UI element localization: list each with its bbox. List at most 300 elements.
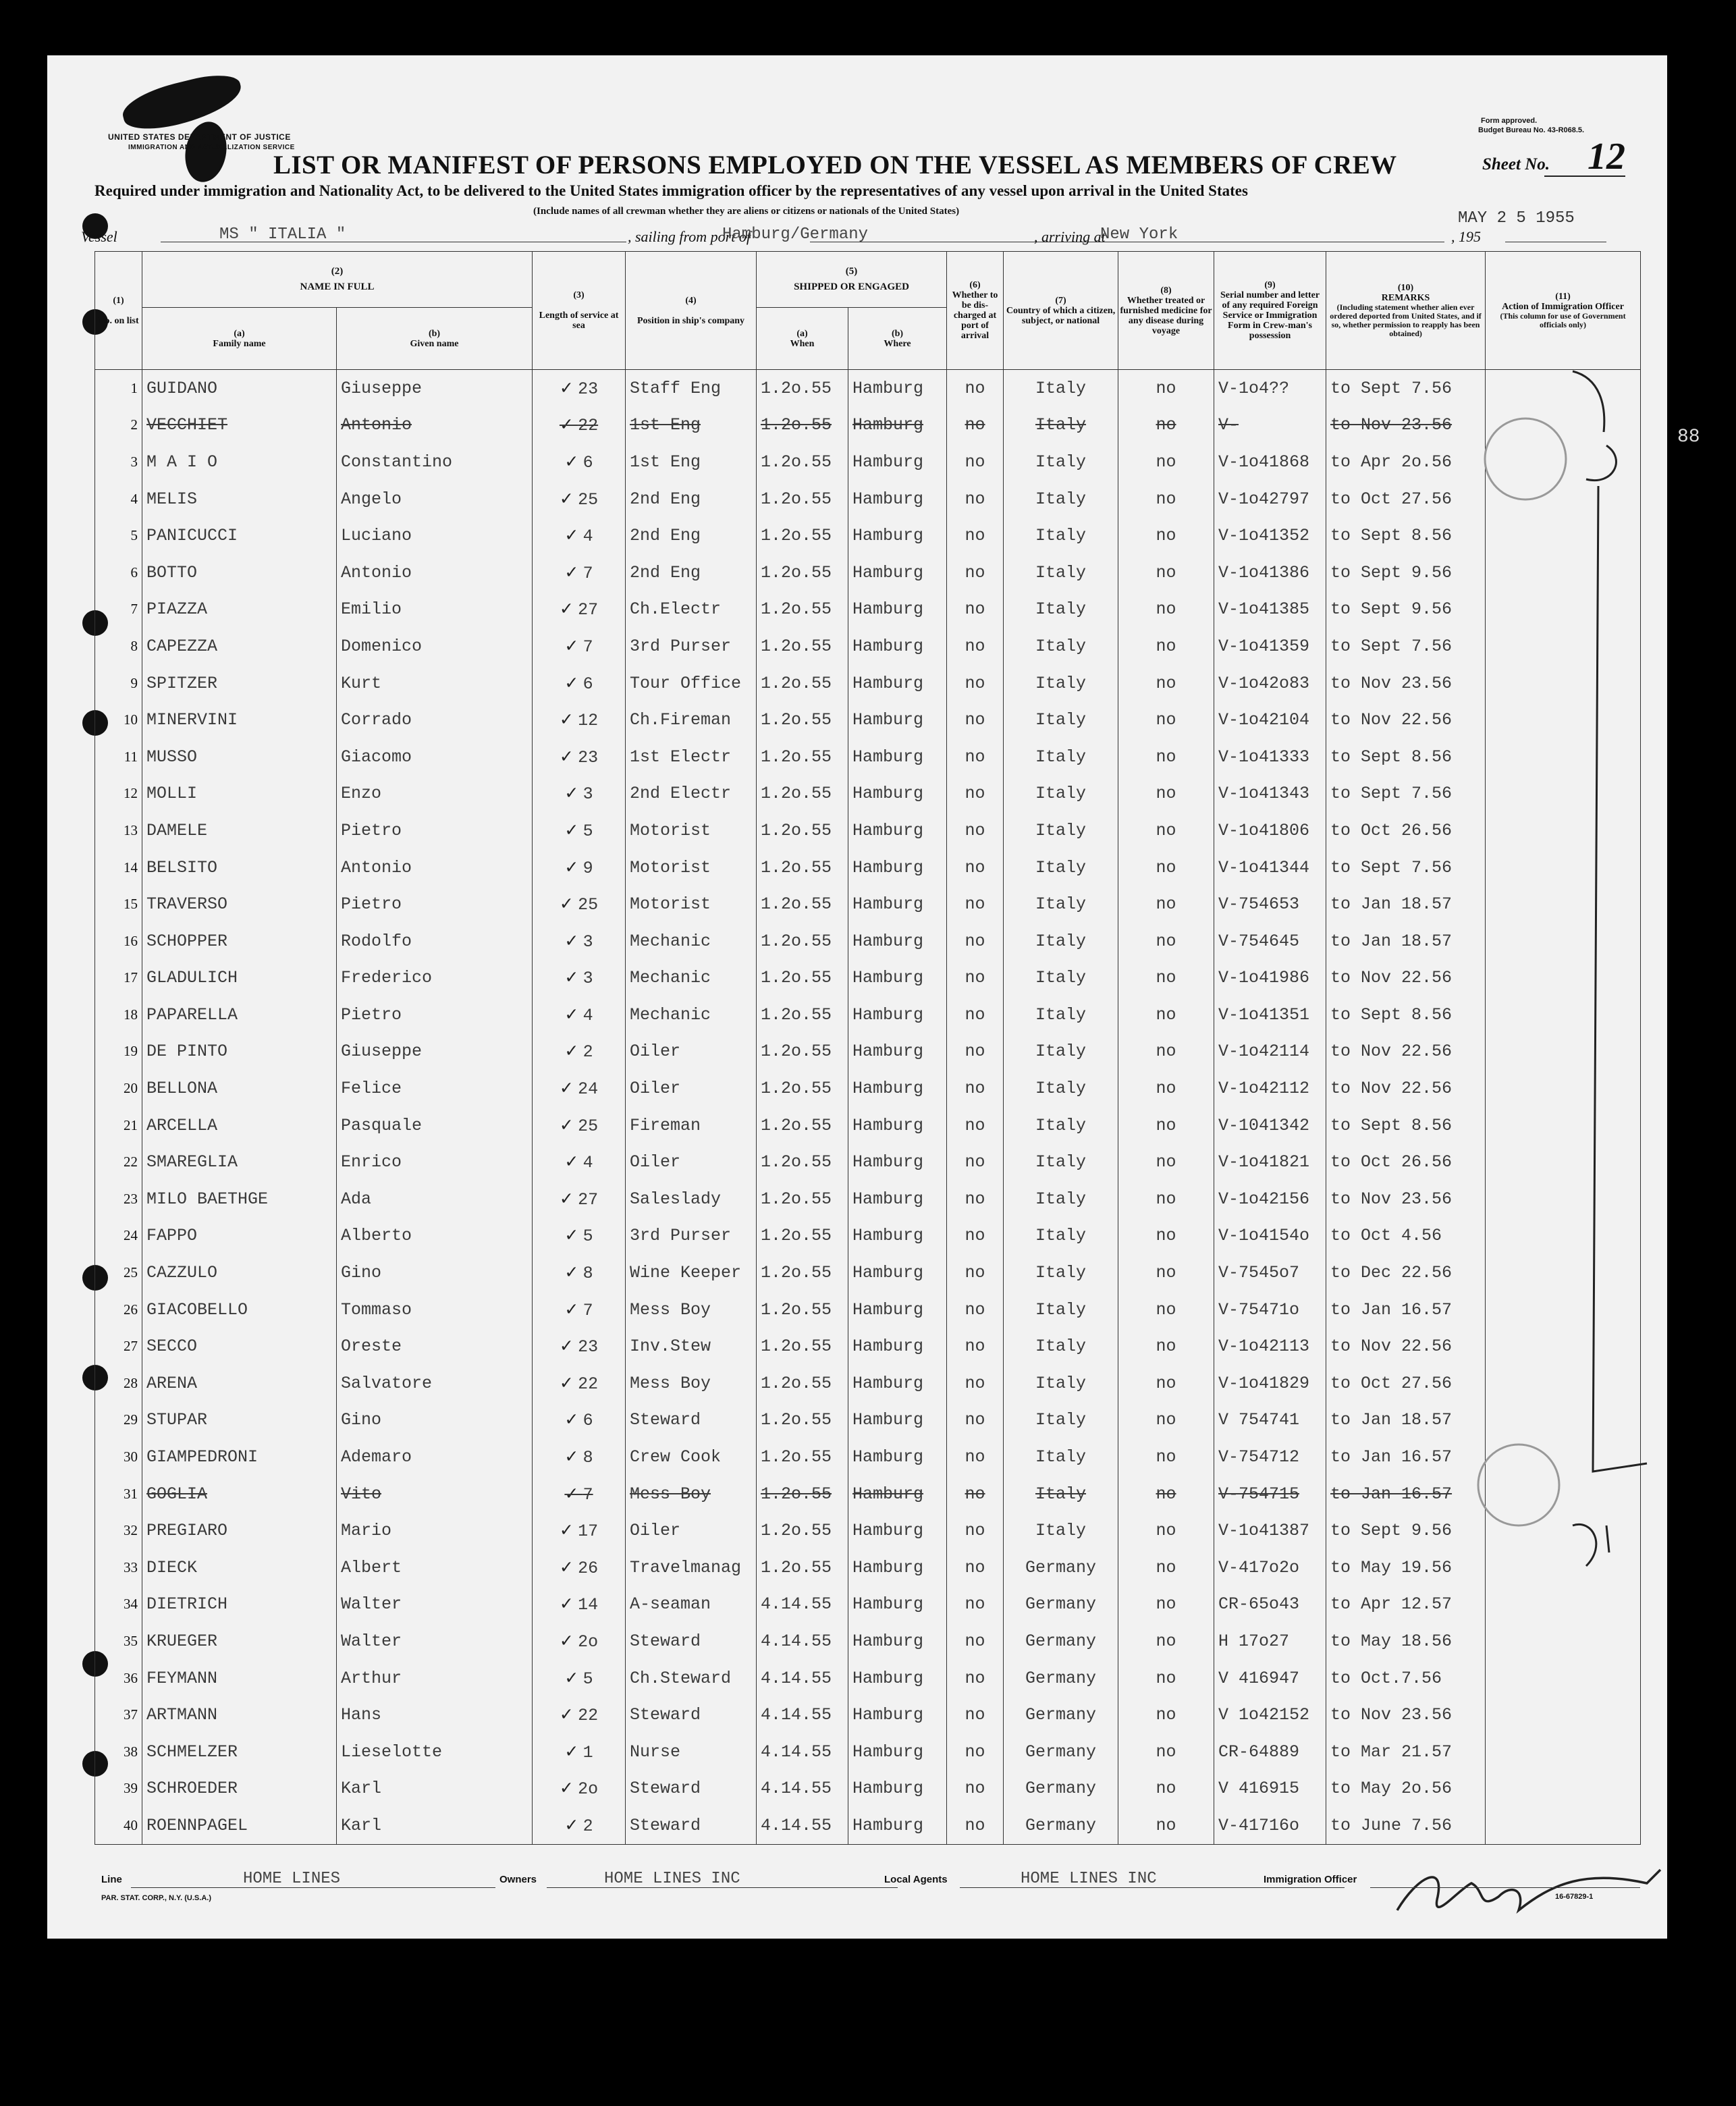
col-num: (7) — [1055, 295, 1066, 306]
family-name: GUIDANO — [142, 370, 337, 407]
remarks: to Sept 9.56 — [1326, 1512, 1486, 1549]
row-number: 29 — [95, 1402, 142, 1439]
country: Italy — [1004, 1218, 1118, 1255]
service-length: ✓ 6 — [533, 443, 626, 481]
position: Motorist — [626, 886, 757, 923]
shipped-where: Hamburg — [848, 1512, 947, 1549]
serial-number: V-417o2o — [1214, 1549, 1326, 1586]
given-name: Pietro — [337, 886, 533, 923]
position: 2nd Eng — [626, 517, 757, 554]
owners-label: Owners — [499, 1874, 537, 1885]
service-length: ✓ 24 — [533, 1070, 626, 1107]
service-length: ✓ 23 — [533, 1328, 626, 1365]
table-row — [95, 1181, 1641, 1218]
arrival-date-stamp: MAY 2 5 1955 — [1458, 209, 1575, 227]
family-name: GIACOBELLO — [142, 1291, 337, 1328]
family-name: KRUEGER — [142, 1623, 337, 1660]
treated: no — [1118, 554, 1214, 591]
officer-action — [1486, 1365, 1641, 1402]
serial-number: V-1o42156 — [1214, 1181, 1326, 1218]
col-label: Whether to be dis-charged at port of arrival — [952, 290, 998, 341]
shipped-when: 4.14.55 — [757, 1586, 848, 1623]
given-name: Felice — [337, 1070, 533, 1107]
serial-number: V-1o42114 — [1214, 1033, 1326, 1071]
treated: no — [1118, 960, 1214, 997]
col-num: (4) — [685, 295, 697, 306]
check-icon: ✓ — [564, 969, 583, 988]
serial-number: V-1o42113 — [1214, 1328, 1326, 1365]
check-icon: ✓ — [564, 1742, 583, 1761]
serial-number: H 17o27 — [1214, 1623, 1326, 1660]
position: 2nd Eng — [626, 554, 757, 591]
serial-number: V-754712 — [1214, 1438, 1326, 1476]
treated: no — [1118, 1402, 1214, 1439]
country: Italy — [1004, 1512, 1118, 1549]
given-name: Arthur — [337, 1660, 533, 1697]
check-icon: ✓ — [559, 1116, 578, 1135]
service-length: ✓ 22 — [533, 407, 626, 444]
shipped-when: 1.2o.55 — [757, 517, 848, 554]
col-no-header — [95, 252, 142, 370]
given-name: Pietro — [337, 996, 533, 1033]
shipped-when: 1.2o.55 — [757, 1402, 848, 1439]
serial-number: V-754653 — [1214, 886, 1326, 923]
shipped-where: Hamburg — [848, 812, 947, 849]
row-number: 22 — [95, 1143, 142, 1181]
discharged: no — [947, 407, 1004, 444]
table-row — [95, 1070, 1641, 1107]
officer-action — [1486, 1512, 1641, 1549]
remarks: to Jan 18.57 — [1326, 923, 1486, 960]
discharged: no — [947, 370, 1004, 407]
table-row — [95, 628, 1641, 665]
officer-underline — [1370, 1887, 1640, 1888]
service-length: ✓ 22 — [533, 1696, 626, 1733]
check-icon: ✓ — [564, 1264, 583, 1282]
table-row — [95, 1623, 1641, 1660]
position: 3rd Purser — [626, 1218, 757, 1255]
table-row — [95, 886, 1641, 923]
serial-number: V-754645 — [1214, 923, 1326, 960]
row-number: 19 — [95, 1033, 142, 1071]
line-value: HOME LINES — [243, 1870, 341, 1888]
given-name: Vito — [337, 1476, 533, 1513]
given-name: Albert — [337, 1549, 533, 1586]
country: Italy — [1004, 591, 1118, 628]
service-length: ✓ 25 — [533, 481, 626, 518]
row-number: 21 — [95, 1107, 142, 1144]
col-label: Family name — [213, 338, 266, 349]
row-number: 24 — [95, 1218, 142, 1255]
shipped-when: 4.14.55 — [757, 1771, 848, 1808]
treated: no — [1118, 1807, 1214, 1844]
service-length: ✓ 6 — [533, 665, 626, 702]
position: Saleslady — [626, 1181, 757, 1218]
position: Wine Keeper — [626, 1254, 757, 1291]
line-label: Line — [101, 1874, 122, 1885]
country: Italy — [1004, 1438, 1118, 1476]
family-name: MELIS — [142, 481, 337, 518]
check-icon: ✓ — [559, 1079, 578, 1098]
printer-imprint: PAR. STAT. CORP., N.Y. (U.S.A.) — [101, 1894, 211, 1902]
vessel-name: MS " ITALIA " — [219, 225, 346, 244]
form-approved: Form approved. — [1481, 117, 1538, 125]
treated: no — [1118, 1181, 1214, 1218]
discharged: no — [947, 1402, 1004, 1439]
shipped-when: 1.2o.55 — [757, 886, 848, 923]
family-name: ROENNPAGEL — [142, 1807, 337, 1844]
country: Italy — [1004, 665, 1118, 702]
col-action-header — [1486, 252, 1641, 370]
country: Italy — [1004, 1402, 1118, 1439]
row-number: 8 — [95, 628, 142, 665]
check-icon: ✓ — [559, 1521, 578, 1540]
row-number: 23 — [95, 1181, 142, 1218]
shipped-when: 4.14.55 — [757, 1623, 848, 1660]
country: Germany — [1004, 1549, 1118, 1586]
family-name: CAPEZZA — [142, 628, 337, 665]
subtitle-note: (Include names of all crewman whether they are aliens or citizens or nationals of the United States) — [533, 206, 960, 217]
form-code: 16-67829-1 — [1555, 1893, 1594, 1901]
serial-number: V-1o41351 — [1214, 996, 1326, 1033]
country: Italy — [1004, 886, 1118, 923]
shipped-where: Hamburg — [848, 776, 947, 813]
table-row — [95, 1143, 1641, 1181]
serial-number: V-1o42797 — [1214, 481, 1326, 518]
serial-number: V-1o41986 — [1214, 960, 1326, 997]
shipped-when: 1.2o.55 — [757, 996, 848, 1033]
vessel-label: Vessel — [81, 228, 117, 245]
shipped-when: 1.2o.55 — [757, 738, 848, 776]
col-length-header — [533, 252, 626, 370]
given-name: Giacomo — [337, 738, 533, 776]
service-length: ✓ 2o — [533, 1771, 626, 1808]
given-name: Mario — [337, 1512, 533, 1549]
service-length: ✓ 4 — [533, 517, 626, 554]
officer-action — [1486, 1181, 1641, 1218]
shipped-when: 1.2o.55 — [757, 1033, 848, 1071]
agency-header — [108, 132, 295, 153]
position: Oiler — [626, 1070, 757, 1107]
table-row — [95, 1218, 1641, 1255]
serial-number: V- — [1214, 407, 1326, 444]
country: Italy — [1004, 554, 1118, 591]
serial-number: V-1o41343 — [1214, 776, 1326, 813]
discharged: no — [947, 1033, 1004, 1071]
serial-number: V-1o41868 — [1214, 443, 1326, 481]
officer-action — [1486, 628, 1641, 665]
country: Germany — [1004, 1660, 1118, 1697]
shipped-when: 1.2o.55 — [757, 1254, 848, 1291]
country: Italy — [1004, 407, 1118, 444]
service-length: ✓ 25 — [533, 1107, 626, 1144]
serial-number: V 416915 — [1214, 1771, 1326, 1808]
family-name: CAZZULO — [142, 1254, 337, 1291]
shipped-where: Hamburg — [848, 1402, 947, 1439]
shipped-where: Hamburg — [848, 1660, 947, 1697]
position: Oiler — [626, 1033, 757, 1071]
col-num: (a) — [234, 328, 245, 339]
col-num: (6) — [969, 280, 981, 290]
col-serial-header — [1214, 252, 1326, 370]
col-label: NAME IN FULL — [300, 281, 375, 292]
row-number: 5 — [95, 517, 142, 554]
treated: no — [1118, 517, 1214, 554]
table-row — [95, 849, 1641, 886]
officer-action — [1486, 1733, 1641, 1771]
form-approval — [1478, 116, 1584, 135]
officer-action — [1486, 849, 1641, 886]
remarks: to Jan 18.57 — [1326, 886, 1486, 923]
country: Italy — [1004, 370, 1118, 407]
check-icon: ✓ — [559, 1595, 578, 1614]
check-icon: ✓ — [559, 1337, 578, 1356]
service-length: ✓ 3 — [533, 923, 626, 960]
family-name: MUSSO — [142, 738, 337, 776]
service-length: ✓ 27 — [533, 1181, 626, 1218]
treated: no — [1118, 628, 1214, 665]
given-name: Pasquale — [337, 1107, 533, 1144]
given-name: Giuseppe — [337, 370, 533, 407]
col-note: (This column for use of Government officials only) — [1500, 311, 1626, 329]
treated: no — [1118, 849, 1214, 886]
serial-number: V-1o4154o — [1214, 1218, 1326, 1255]
officer-action — [1486, 1660, 1641, 1697]
shipped-where: Hamburg — [848, 1807, 947, 1844]
officer-action — [1486, 1070, 1641, 1107]
shipped-where: Hamburg — [848, 517, 947, 554]
given-name: Emilio — [337, 591, 533, 628]
shipped-when: 1.2o.55 — [757, 923, 848, 960]
subtitle: Required under immigration and Nationality Act, to be delivered to the United States immigration officer by the representatives of any vessel upon arrival in the United States — [94, 182, 1248, 199]
shipped-when: 1.2o.55 — [757, 1181, 848, 1218]
shipped-when: 1.2o.55 — [757, 960, 848, 997]
sheet-label: Sheet No. — [1482, 155, 1550, 173]
budget-bureau: Budget Bureau No. 43-R068.5. — [1478, 126, 1585, 134]
given-name: Frederico — [337, 960, 533, 997]
col-label: Serial number and letter of any required Foreign Service or Immigration Form in Crew-man's possession — [1220, 290, 1320, 341]
serial-number: V-1o42112 — [1214, 1070, 1326, 1107]
shipped-where: Hamburg — [848, 1771, 947, 1808]
col-when-header — [757, 308, 848, 370]
row-number: 27 — [95, 1328, 142, 1365]
col-num: (b) — [891, 328, 904, 339]
service-length: ✓ 9 — [533, 849, 626, 886]
row-number: 7 — [95, 591, 142, 628]
shipped-when: 1.2o.55 — [757, 1512, 848, 1549]
shipped-where: Hamburg — [848, 1549, 947, 1586]
remarks: to Mar 21.57 — [1326, 1733, 1486, 1771]
given-name: Kurt — [337, 665, 533, 702]
treated: no — [1118, 1586, 1214, 1623]
remarks: to Dec 22.56 — [1326, 1254, 1486, 1291]
vessel-line — [81, 225, 1481, 246]
country: Germany — [1004, 1771, 1118, 1808]
row-number: 1 — [95, 370, 142, 407]
family-name: MILO BAETHGE — [142, 1181, 337, 1218]
discharged: no — [947, 443, 1004, 481]
officer-action — [1486, 996, 1641, 1033]
col-country-header — [1004, 252, 1118, 370]
remarks: to Nov 23.56 — [1326, 1181, 1486, 1218]
check-icon: ✓ — [559, 895, 578, 914]
col-note: (Including statement whether alien ever ordered deported from United States, and if so, whether permission to reapply has been obtained) — [1330, 302, 1482, 338]
given-name: Alberto — [337, 1218, 533, 1255]
serial-number: V-1o41387 — [1214, 1512, 1326, 1549]
row-number: 28 — [95, 1365, 142, 1402]
shipped-where: Hamburg — [848, 554, 947, 591]
discharged: no — [947, 1438, 1004, 1476]
shipped-when: 1.2o.55 — [757, 554, 848, 591]
discharged: no — [947, 701, 1004, 738]
country: Italy — [1004, 1291, 1118, 1328]
serial-number: CR-64889 — [1214, 1733, 1326, 1771]
shipped-where: Hamburg — [848, 1365, 947, 1402]
country: Italy — [1004, 812, 1118, 849]
shipped-when: 1.2o.55 — [757, 1070, 848, 1107]
treated: no — [1118, 1070, 1214, 1107]
treated: no — [1118, 1365, 1214, 1402]
given-name: Hans — [337, 1696, 533, 1733]
country: Italy — [1004, 923, 1118, 960]
position: Fireman — [626, 1107, 757, 1144]
given-name: Constantino — [337, 443, 533, 481]
officer-label: Immigration Officer — [1264, 1874, 1357, 1885]
row-number: 35 — [95, 1623, 142, 1660]
service-length: ✓ 23 — [533, 738, 626, 776]
shipped-where: Hamburg — [848, 738, 947, 776]
row-number: 2 — [95, 407, 142, 444]
table-row — [95, 591, 1641, 628]
discharged: no — [947, 1107, 1004, 1144]
country: Italy — [1004, 517, 1118, 554]
shipped-when: 1.2o.55 — [757, 370, 848, 407]
remarks: to Oct 27.56 — [1326, 481, 1486, 518]
service-length: ✓ 3 — [533, 776, 626, 813]
table-row — [95, 996, 1641, 1033]
family-name: GOGLIA — [142, 1476, 337, 1513]
country: Germany — [1004, 1807, 1118, 1844]
table-row — [95, 517, 1641, 554]
officer-action — [1486, 776, 1641, 813]
row-number: 6 — [95, 554, 142, 591]
table-row — [95, 960, 1641, 997]
col-num: (8) — [1160, 285, 1172, 296]
family-name: GIAMPEDRONI — [142, 1438, 337, 1476]
check-icon: ✓ — [564, 1005, 583, 1024]
col-remarks-header — [1326, 252, 1486, 370]
family-name: GLADULICH — [142, 960, 337, 997]
col-label: Length of service at sea — [539, 310, 619, 331]
discharged: no — [947, 1623, 1004, 1660]
shipped-where: Hamburg — [848, 1107, 947, 1144]
discharged: no — [947, 1476, 1004, 1513]
shipped-where: Hamburg — [848, 665, 947, 702]
remarks: to Nov 22.56 — [1326, 1328, 1486, 1365]
table-row — [95, 738, 1641, 776]
serial-number: V-1o41385 — [1214, 591, 1326, 628]
table-row — [95, 1365, 1641, 1402]
check-icon: ✓ — [559, 1558, 578, 1577]
given-name: Pietro — [337, 812, 533, 849]
family-name: VECCHIET — [142, 407, 337, 444]
treated: no — [1118, 1733, 1214, 1771]
check-icon: ✓ — [564, 1816, 583, 1835]
country: Germany — [1004, 1586, 1118, 1623]
check-icon: ✓ — [559, 1189, 578, 1208]
shipped-where: Hamburg — [848, 1438, 947, 1476]
position: 2nd Eng — [626, 481, 757, 518]
agency-line: UNITED STATES DEPARTMENT OF JUSTICE — [108, 132, 291, 142]
given-name: Lieselotte — [337, 1733, 533, 1771]
table-row — [95, 407, 1641, 444]
family-name: SECCO — [142, 1328, 337, 1365]
treated: no — [1118, 481, 1214, 518]
family-name: MOLLI — [142, 776, 337, 813]
check-icon: ✓ — [559, 1779, 578, 1798]
service-length: ✓ 22 — [533, 1365, 626, 1402]
position: Steward — [626, 1771, 757, 1808]
check-icon: ✓ — [564, 1484, 583, 1503]
col-shipped-header — [757, 252, 947, 308]
shipped-where: Hamburg — [848, 407, 947, 444]
check-icon: ✓ — [559, 1374, 578, 1393]
discharged: no — [947, 1143, 1004, 1181]
col-num: (3) — [573, 290, 585, 300]
given-name: Antonio — [337, 849, 533, 886]
position: Mess Boy — [626, 1291, 757, 1328]
row-number: 33 — [95, 1549, 142, 1586]
check-icon: ✓ — [559, 379, 578, 398]
officer-action — [1486, 407, 1641, 444]
shipped-where: Hamburg — [848, 886, 947, 923]
remarks: to Oct 27.56 — [1326, 1365, 1486, 1402]
country: Italy — [1004, 701, 1118, 738]
given-name: Enrico — [337, 1143, 533, 1181]
officer-action — [1486, 1438, 1641, 1476]
shipped-where: Hamburg — [848, 960, 947, 997]
discharged: no — [947, 1549, 1004, 1586]
family-name: ARCELLA — [142, 1107, 337, 1144]
remarks: to Oct 26.56 — [1326, 812, 1486, 849]
treated: no — [1118, 923, 1214, 960]
agents-label: Local Agents — [884, 1874, 948, 1885]
shipped-where: Hamburg — [848, 1291, 947, 1328]
family-name: MINERVINI — [142, 701, 337, 738]
country: Italy — [1004, 443, 1118, 481]
given-name: Walter — [337, 1623, 533, 1660]
check-icon: ✓ — [564, 526, 583, 545]
remarks: to Sept 8.56 — [1326, 996, 1486, 1033]
remarks: to Sept 9.56 — [1326, 554, 1486, 591]
treated: no — [1118, 1033, 1214, 1071]
officer-action — [1486, 1476, 1641, 1513]
shipped-when: 1.2o.55 — [757, 481, 848, 518]
officer-action — [1486, 370, 1641, 407]
service-length: ✓ 2o — [533, 1623, 626, 1660]
check-icon: ✓ — [564, 674, 583, 693]
given-name: Corrado — [337, 701, 533, 738]
discharged: no — [947, 923, 1004, 960]
service-length: ✓ 5 — [533, 1660, 626, 1697]
col-position-header — [626, 252, 757, 370]
remarks: to May 18.56 — [1326, 1623, 1486, 1660]
country: Italy — [1004, 996, 1118, 1033]
table-row — [95, 481, 1641, 518]
country: Italy — [1004, 849, 1118, 886]
discharged: no — [947, 481, 1004, 518]
serial-number: V-1o4?? — [1214, 370, 1326, 407]
